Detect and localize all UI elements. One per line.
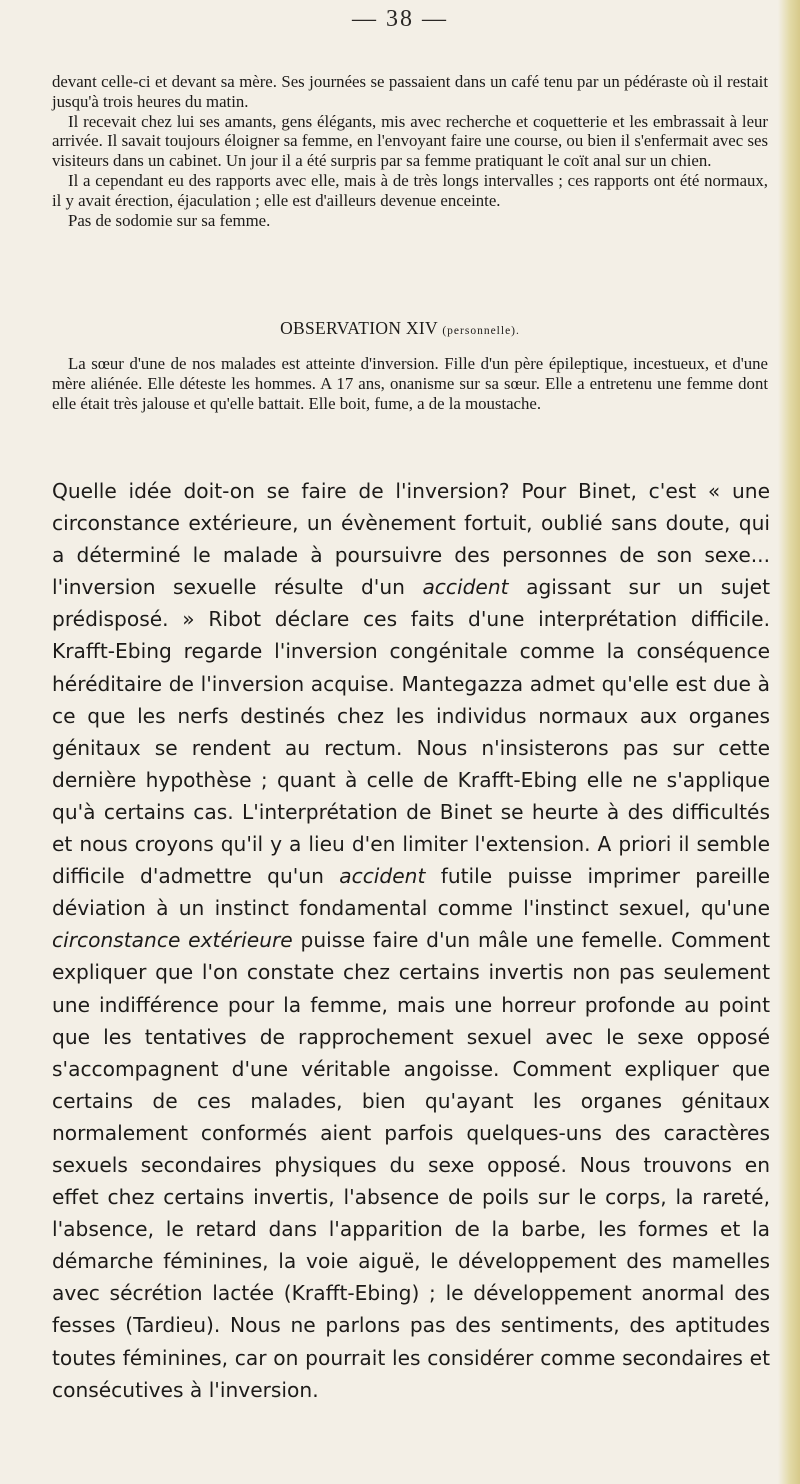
emphasis: accident (339, 864, 426, 889)
main-paragraph (52, 475, 770, 1406)
observation-body (52, 354, 768, 413)
page-number: — 38 — (352, 6, 448, 32)
page-edge (778, 0, 800, 1484)
observation-title: OBSERVATION XIV (280, 318, 438, 338)
observation-heading (0, 318, 800, 339)
paragraph: Il recevait chez lui ses amants, gens élégants, mis avec recherche et coquetterie et les embrassait à leur arrivée. Il savait toujours éloigner sa femme, en l'envoyant faire une course, ou bien il s'enfermait avec ses visiteurs dans un cabinet. Un jour il a été surpris par sa femme pratiquant le coït anal sur un chien. (52, 111, 768, 171)
text-run: futile puisse imprimer pareille déviation à un instinct fondamental comme l'instinct sexuel, qu'une (52, 864, 770, 921)
text-run: agissant sur un sujet prédisposé. » Ribot déclare ces faits d'une interprétation difficile. Krafft-Ebing regarde l'inversion congénitale comme la conséquence héréditaire de l'inversion acquise. Mantegazza admet qu'elle est due à ce que les nerfs destinés chez les individus normaux aux organes génitaux se rendent au rectum. Nous n'insisterons pas sur cette dernière hypothèse ; quant à celle de Krafft-Ebing elle ne s'applique qu'à certains cas. L'interprétation de Binet se heurte à des difficultés et nous croyons qu'il y a lieu d'en limiter l'extension. A priori il semble difficile d'admettre qu'un (52, 575, 770, 889)
emphasis: circonstance extérieure (52, 928, 293, 953)
paragraph: Pas de sodomie sur sa femme. (68, 210, 271, 230)
paragraph: devant celle-ci et devant sa mère. Ses journées se passaient dans un café tenu par un pédéraste où il restait jusqu'à trois heures du matin. (52, 72, 768, 111)
emphasis: accident (422, 575, 509, 600)
observation-text: La sœur d'une de nos malades est atteinte d'inversion. Fille d'un père épileptique, incestueux, et d'une mère aliénée. Elle déteste les hommes. A 17 ans, onanisme sur sa sœur. Elle a entretenu une femme dont elle était très jalouse et qu'elle battait. Elle boit, fume, a de la moustache. (52, 354, 768, 413)
text-run: Quelle idée doit-on se faire de l'inversion? Pour Binet, c'est « une circonstance extérieure, un évènement fortuit, oublié sans doute, qui a déterminé le malade à poursuivre des personnes de son sexe... l'inversion sexuelle résulte d'un (52, 479, 770, 600)
paragraph: Il a cependant eu des rapports avec elle, mais à de très longs intervalles ; ces rapports ont été normaux, il y avait érection, éjaculation ; elle est d'ailleurs devenue enceinte. (52, 170, 768, 210)
main-text (52, 475, 770, 1406)
text-run: puisse faire d'un mâle une femelle. Comment expliquer que l'on constate chez certains invertis non pas seulement une indifférence pour la femme, mais une horreur profonde au point que les tentatives de rapprochement sexuel avec le sexe opposé s'accompagnent d'une véritable angoisse. Comment expliquer que certains de ces malades, bien qu'ayant les organes génitaux normalement conformés aient parfois quelques-uns des caractères sexuels secondaires physiques du sexe opposé. Nous trouvons en effet chez certains invertis, l'absence de poils sur le corps, la rareté, l'absence, le retard dans l'apparition de la barbe, les formes et la démarche féminines, la voie aiguë, le développement des mamelles avec sécrétion lactée (Krafft-Ebing) ; le développement anormal des fesses (Tardieu). Nous ne parlons pas des sentiments, des aptitudes toutes féminines, car on pourrait les considérer comme secondaires et consécutives à l'inversion. (52, 928, 770, 1402)
observation-subtitle: (personnelle). (442, 325, 520, 337)
case-continuation (52, 72, 768, 230)
